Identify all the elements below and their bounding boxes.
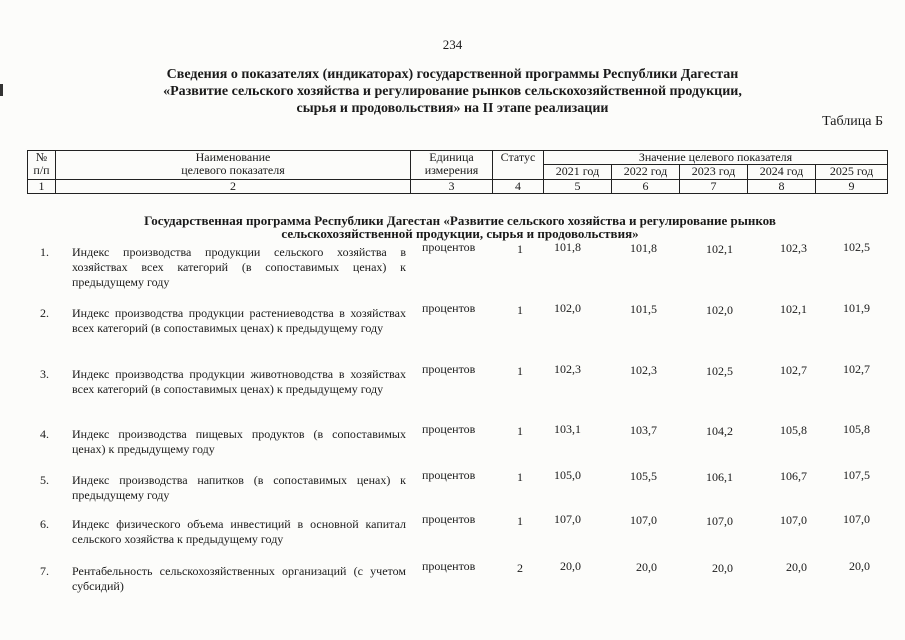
value-2023: 104,2 <box>706 424 733 438</box>
header-num-label: № <box>35 150 48 164</box>
title-line: Сведения о показателях (индикаторах) государственной программы Республики Дагестан <box>166 67 739 82</box>
value-2023: 107,0 <box>706 514 733 528</box>
status-value: 1 <box>517 470 523 484</box>
table-label: Таблица Б <box>822 114 883 129</box>
col-number: 6 <box>612 180 680 194</box>
value-2025: 102,5 <box>843 240 870 254</box>
value-2025: 20,0 <box>849 559 870 573</box>
indicator-name: Индекс производства продукции сельского хозяйства в хозяйствах всех категорий (в сопоставимых ценах) к предыдущему году <box>72 245 406 289</box>
value-2025: 107,0 <box>843 512 870 526</box>
col-number: 1 <box>28 180 56 194</box>
value-2025: 105,8 <box>843 422 870 436</box>
unit-value: процентов <box>422 422 476 436</box>
value-2022: 103,7 <box>630 423 657 437</box>
value-2023: 102,0 <box>706 303 733 317</box>
value-2025: 102,7 <box>843 362 870 376</box>
value-2021: 101,8 <box>554 240 581 254</box>
col-number: 9 <box>816 180 888 194</box>
header-num <box>28 151 56 180</box>
value-2023: 102,5 <box>706 364 733 378</box>
page-number: 234 <box>442 37 463 52</box>
header-num-sub: п/п <box>33 163 50 177</box>
value-2021: 20,0 <box>560 559 581 573</box>
status-value: 1 <box>517 364 523 378</box>
title-line: сырья и продовольствия» на II этапе реализации <box>296 101 609 116</box>
status-value: 1 <box>517 514 523 528</box>
value-2024: 105,8 <box>780 423 807 437</box>
unit-value: процентов <box>422 362 476 376</box>
value-2025: 101,9 <box>843 301 870 315</box>
indicator-name: Индекс производства пищевых продуктов (в сопоставимых ценах) к предыдущему году <box>72 427 406 456</box>
unit-value: процентов <box>422 468 476 482</box>
row-number: 3. <box>40 367 49 381</box>
value-2025: 107,5 <box>843 468 870 482</box>
value-2024: 102,3 <box>780 241 807 255</box>
document-title <box>0 66 905 117</box>
col-number: 5 <box>544 180 612 194</box>
row-number: 1. <box>40 245 49 259</box>
value-2021: 103,1 <box>554 422 581 436</box>
value-2024: 107,0 <box>780 513 807 527</box>
header-values-group: Значение целевого показателя <box>544 151 888 165</box>
header-year: 2021 год <box>544 165 612 180</box>
col-number: 2 <box>56 180 411 194</box>
value-2024: 20,0 <box>786 560 807 574</box>
value-2021: 102,0 <box>554 301 581 315</box>
section-title <box>60 214 860 240</box>
section-title-line: сельскохозяйственной продукции, сырья и продовольствия» <box>281 226 639 241</box>
header-unit-line2: измерения <box>424 163 479 177</box>
header-name-line2: целевого показателя <box>181 163 285 177</box>
indicators-table-header <box>27 150 888 194</box>
title-line: «Развитие сельского хозяйства и регулирование рынков сельскохозяйственной продукции, <box>163 84 742 99</box>
header-name-line1: Наименование <box>195 150 271 164</box>
indicator-name: Индекс производства продукции животноводства в хозяйствах всех категорий (в сопоставимых ценах) к предыдущему году <box>72 367 406 396</box>
indicator-name: Индекс производства напитков (в сопоставимых ценах) к предыдущему году <box>72 473 406 502</box>
col-number: 7 <box>680 180 748 194</box>
header-name <box>56 151 411 180</box>
status-value: 2 <box>517 561 523 575</box>
header-year: 2024 год <box>748 165 816 180</box>
value-2021: 107,0 <box>554 512 581 526</box>
status-value: 1 <box>517 242 523 256</box>
unit-value: процентов <box>422 301 476 315</box>
value-2022: 20,0 <box>636 560 657 574</box>
header-year: 2025 год <box>816 165 888 180</box>
value-2021: 105,0 <box>554 468 581 482</box>
value-2022: 105,5 <box>630 469 657 483</box>
status-value: 1 <box>517 303 523 317</box>
value-2022: 101,8 <box>630 241 657 255</box>
header-status: Статус <box>493 151 544 180</box>
value-2024: 102,1 <box>780 302 807 316</box>
unit-value: процентов <box>422 512 476 526</box>
row-number: 4. <box>40 427 49 441</box>
row-number: 6. <box>40 517 49 531</box>
value-2024: 106,7 <box>780 469 807 483</box>
col-number: 8 <box>748 180 816 194</box>
value-2024: 102,7 <box>780 363 807 377</box>
row-number: 7. <box>40 564 49 578</box>
value-2021: 102,3 <box>554 362 581 376</box>
indicator-name: Индекс физического объема инвестиций в основной капитал сельского хозяйства к предыдущему году <box>72 517 406 546</box>
unit-value: процентов <box>422 559 476 573</box>
unit-value: процентов <box>422 240 476 254</box>
row-number: 5. <box>40 473 49 487</box>
row-number: 2. <box>40 306 49 320</box>
header-unit <box>411 151 493 180</box>
value-2023: 102,1 <box>706 242 733 256</box>
value-2022: 102,3 <box>630 363 657 377</box>
header-year: 2023 год <box>680 165 748 180</box>
value-2023: 106,1 <box>706 470 733 484</box>
header-unit-line1: Единица <box>429 150 474 164</box>
header-year: 2022 год <box>612 165 680 180</box>
section-title-line: Государственная программа Республики Дагестан «Развитие сельского хозяйства и регулирование рынков <box>144 213 776 228</box>
value-2023: 20,0 <box>712 561 733 575</box>
col-number: 3 <box>411 180 493 194</box>
col-number: 4 <box>493 180 544 194</box>
status-value: 1 <box>517 424 523 438</box>
value-2022: 101,5 <box>630 302 657 316</box>
indicator-name: Рентабельность сельскохозяйственных организаций (с учетом субсидий) <box>72 564 406 593</box>
value-2022: 107,0 <box>630 513 657 527</box>
indicator-name: Индекс производства продукции растениеводства в хозяйствах всех категорий (в сопоставимых ценах) к предыдущему году <box>72 306 406 335</box>
